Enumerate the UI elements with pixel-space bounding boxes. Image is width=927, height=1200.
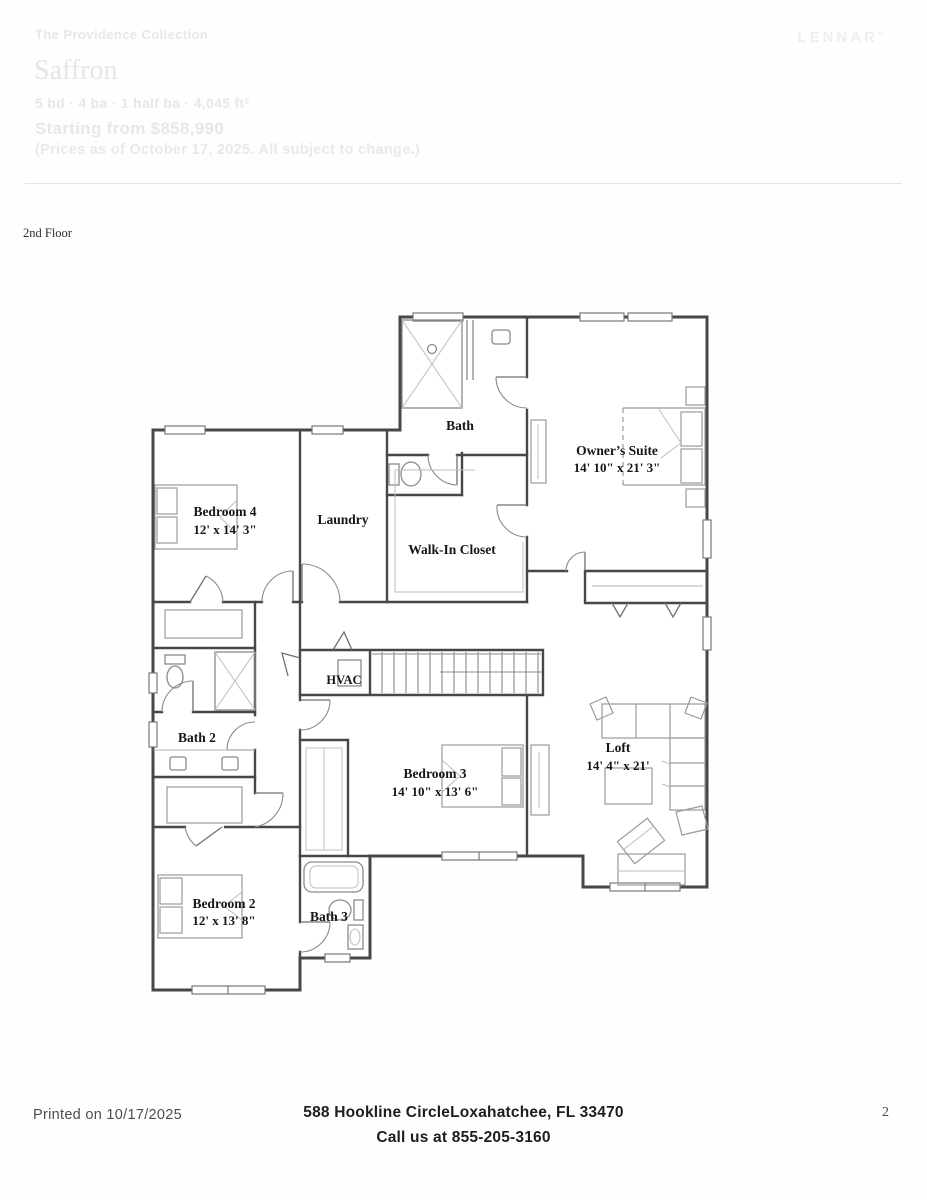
room-label-bath: Bath — [446, 418, 474, 433]
lennar-logo: LENNAR® — [797, 29, 883, 46]
room-dims-loft: 14' 4" x 21' — [586, 758, 650, 773]
room-label-laundry: Laundry — [317, 512, 369, 527]
footer-printed-date: Printed on 10/17/2025 — [33, 1107, 182, 1123]
room-label-owners-suite: Owner’s Suite — [576, 443, 658, 458]
room-label-bedroom4: Bedroom 4 — [193, 504, 257, 519]
plan-price: Starting from $858,990 — [35, 119, 224, 138]
room-label-loft: Loft — [605, 740, 631, 755]
plan-specs: 5 bd · 4 ba · 1 half ba · 4,045 ft² — [35, 95, 250, 111]
header-divider — [25, 183, 902, 184]
room-label-walk-in-closet: Walk-In Closet — [408, 542, 496, 557]
footer-page-number: 2 — [882, 1105, 889, 1120]
floor-label: 2nd Floor — [23, 226, 72, 240]
room-dims-bedroom3: 14' 10" x 13' 6" — [391, 784, 479, 799]
page-title: Saffron — [34, 55, 118, 86]
room-dims-bedroom4: 12' x 14' 3" — [193, 522, 257, 537]
registered-mark: ® — [877, 31, 883, 38]
plan-price-note: (Prices as of October 17, 2025. All subject to change.) — [35, 142, 421, 158]
footer-phone: Call us at 855-205-3160 — [376, 1129, 551, 1146]
room-label-bedroom2: Bedroom 2 — [192, 896, 256, 911]
room-label-hvac: HVAC — [326, 673, 362, 687]
room-dims-owners-suite: 14' 10" x 21' 3" — [573, 460, 661, 475]
room-dims-bedroom2: 12' x 13' 8" — [192, 913, 256, 928]
footer-address: 588 Hookline CircleLoxahatchee, FL 33470 — [303, 1104, 624, 1121]
room-label-bedroom3: Bedroom 3 — [403, 766, 467, 781]
floor-plan — [140, 308, 720, 1008]
room-label-bath2: Bath 2 — [178, 730, 216, 745]
room-label-bath3: Bath 3 — [310, 909, 348, 924]
collection-name: The Providence Collection — [35, 27, 209, 42]
floor-plan-svg — [140, 308, 720, 1008]
